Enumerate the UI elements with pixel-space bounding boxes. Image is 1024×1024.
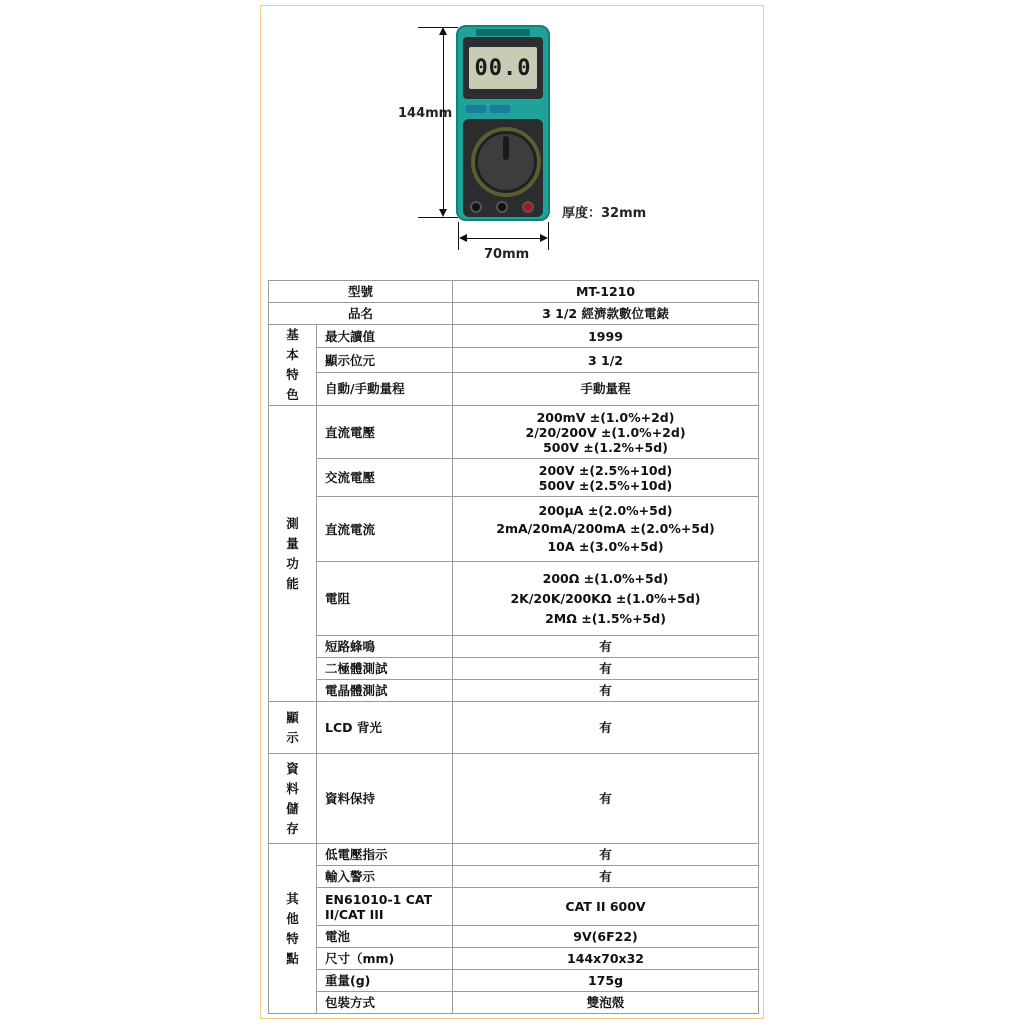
height-label: 144mm xyxy=(398,106,453,121)
dca-line: 200µA ±(2.0%+5d) xyxy=(538,503,673,518)
resistance-line: 2MΩ ±(1.5%+5d) xyxy=(545,610,666,626)
table-row xyxy=(269,636,759,658)
spec-table xyxy=(268,280,759,1014)
rotary-dial xyxy=(475,131,537,193)
table-row xyxy=(269,866,759,888)
height-dimension-line xyxy=(443,30,444,214)
acv-line: 500V ±(2.5%+10d) xyxy=(538,477,673,493)
table-row xyxy=(269,754,759,844)
size-label: 尺寸（mm) xyxy=(317,948,453,970)
dcv-line: 2/20/200V ±(1.0%+2d) xyxy=(525,424,686,440)
table-row xyxy=(269,680,759,702)
arrow-right-icon xyxy=(540,234,548,242)
range-value: 手動量程 xyxy=(453,372,759,405)
category-other: 其 他 特 點 xyxy=(269,844,317,1014)
backlight-button-graphic xyxy=(490,105,510,113)
transistor-label: 電晶體測試 xyxy=(317,680,453,702)
size-value: 144x70x32 xyxy=(453,948,759,970)
battery-label: 電池 xyxy=(317,926,453,948)
table-row xyxy=(269,926,759,948)
hold-value: 有 xyxy=(453,754,759,844)
backlight-label: LCD 背光 xyxy=(317,702,453,754)
battery-value: 9V(6F22) xyxy=(453,926,759,948)
name-label: 品名 xyxy=(269,303,453,325)
hold-button-graphic xyxy=(466,105,486,113)
low-battery-label: 低電壓指示 xyxy=(317,844,453,866)
model-label: 型號 xyxy=(269,281,453,303)
table-row xyxy=(269,970,759,992)
dcv-values xyxy=(453,406,759,459)
resistance-line: 2K/20K/200KΩ ±(1.0%+5d) xyxy=(510,590,701,606)
width-dimension-line xyxy=(461,238,546,239)
weight-value: 175g xyxy=(453,970,759,992)
input-warning-value: 有 xyxy=(453,866,759,888)
digits-label: 顯示位元 xyxy=(317,348,453,373)
transistor-value: 有 xyxy=(453,680,759,702)
dcv-label: 直流電壓 xyxy=(317,406,453,459)
resistance-values xyxy=(453,562,759,636)
input-warning-label: 輸入警示 xyxy=(317,866,453,888)
resistance-line: 200Ω ±(1.0%+5d) xyxy=(542,570,669,586)
category-basic: 基 本 特 色 xyxy=(269,325,317,406)
table-row xyxy=(269,459,759,497)
width-tick-right xyxy=(548,222,549,250)
dca-line: 2mA/20mA/200mA ±(2.0%+5d) xyxy=(496,521,715,536)
dcv-line: 200mV ±(1.0%+2d) xyxy=(536,409,675,425)
width-label: 70mm xyxy=(484,247,530,262)
jack-com xyxy=(496,201,508,213)
safety-cat-label: EN61010-1 CAT II/CAT III xyxy=(317,888,453,926)
resistance-label: 電阻 xyxy=(317,562,453,636)
table-row xyxy=(269,948,759,970)
category-display: 顯 示 xyxy=(269,702,317,754)
table-row xyxy=(269,325,759,348)
arrow-up-icon xyxy=(439,27,447,35)
arrow-down-icon xyxy=(439,209,447,217)
dcv-line: 500V ±(1.2%+5d) xyxy=(543,439,668,455)
safety-cat-value: CAT II 600V xyxy=(453,888,759,926)
low-battery-value: 有 xyxy=(453,844,759,866)
lcd-display: 00.0 xyxy=(469,47,537,89)
dca-line: 10A ±(3.0%+5d) xyxy=(547,539,664,554)
acv-label: 交流電壓 xyxy=(317,459,453,497)
diode-value: 有 xyxy=(453,658,759,680)
depth-label: 厚度：32mm xyxy=(562,206,647,221)
weight-label: 重量(g) xyxy=(317,970,453,992)
max-reading-value: 1999 xyxy=(453,325,759,348)
arrow-left-icon xyxy=(459,234,467,242)
table-row xyxy=(269,702,759,754)
category-storage: 資 料 儲 存 xyxy=(269,754,317,844)
category-measure: 測 量 功 能 xyxy=(269,406,317,702)
model-value: MT-1210 xyxy=(453,281,759,303)
max-reading-label: 最大讀值 xyxy=(317,325,453,348)
height-tick-top xyxy=(418,27,458,28)
dca-values xyxy=(453,497,759,562)
table-row xyxy=(269,658,759,680)
multimeter-image xyxy=(456,25,550,221)
hold-label: 資料保持 xyxy=(317,754,453,844)
jack-vohm xyxy=(522,201,534,213)
buzzer-label: 短路蜂鳴 xyxy=(317,636,453,658)
acv-values xyxy=(453,459,759,497)
table-row xyxy=(269,348,759,373)
table-row xyxy=(269,406,759,459)
table-row xyxy=(269,281,759,303)
table-row xyxy=(269,562,759,636)
acv-line: 200V ±(2.5%+10d) xyxy=(538,462,673,478)
backlight-value: 有 xyxy=(453,702,759,754)
table-row xyxy=(269,372,759,405)
table-row xyxy=(269,992,759,1014)
table-row xyxy=(269,844,759,866)
brand-logo xyxy=(476,29,530,36)
height-tick-bottom xyxy=(418,217,458,218)
digits-value: 3 1/2 xyxy=(453,348,759,373)
buzzer-value: 有 xyxy=(453,636,759,658)
package-value: 雙泡殼 xyxy=(453,992,759,1014)
product-illustration xyxy=(0,0,1024,280)
name-value: 3 1/2 經濟款數位電錶 xyxy=(453,303,759,325)
package-label: 包裝方式 xyxy=(317,992,453,1014)
diode-label: 二極體測試 xyxy=(317,658,453,680)
table-row xyxy=(269,303,759,325)
range-label: 自動/手動量程 xyxy=(317,372,453,405)
jack-10a xyxy=(470,201,482,213)
table-row xyxy=(269,888,759,926)
table-row xyxy=(269,497,759,562)
dca-label: 直流電流 xyxy=(317,497,453,562)
